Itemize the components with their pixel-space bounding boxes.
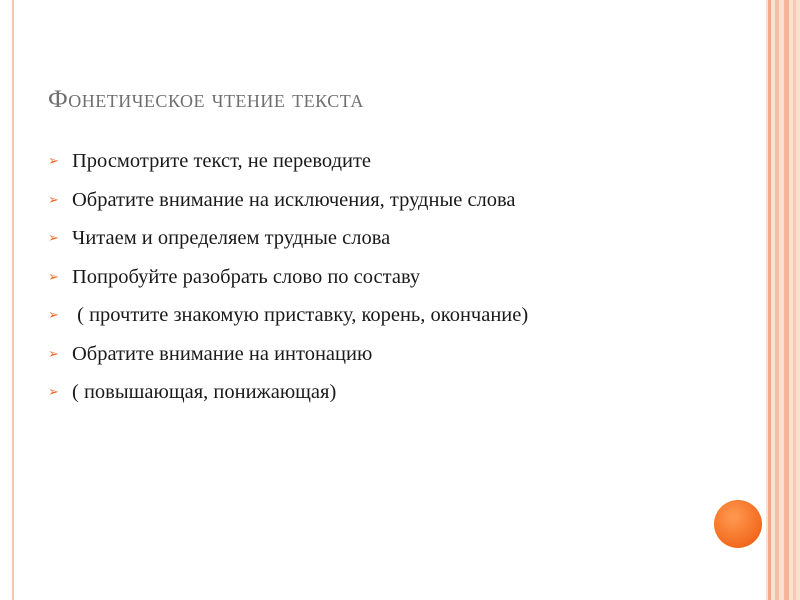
bullet-icon: ➢ [48, 268, 59, 284]
right-stripe [768, 0, 771, 600]
bullet-list [48, 146, 748, 416]
list-item [48, 185, 748, 224]
bullet-icon: ➢ [48, 230, 59, 245]
bullet-icon: ➢ [48, 153, 59, 168]
bullet-icon: ➢ [48, 384, 59, 399]
bullet-icon: ➢ [48, 191, 59, 207]
list-item [48, 262, 748, 301]
list-item-text: Попробуйте разобрать слово по составу [72, 265, 421, 288]
bullet-icon: ➢ [48, 345, 59, 361]
right-stripe [793, 0, 796, 600]
right-stripe [784, 0, 789, 600]
list-item [48, 146, 748, 185]
list-item-text: ( повышающая, понижающая) [72, 381, 337, 403]
bullet-icon: ➢ [48, 307, 59, 322]
list-item-text: Обратите внимание на интонацию [72, 342, 373, 365]
list-item-text: ( прочтите знакомую приставку, корень, окончание) [72, 304, 529, 326]
slide-title: Фонетическое чтение текста [48, 86, 364, 113]
list-item-text: Читаем и определяем трудные слова [72, 227, 391, 249]
right-stripe [775, 0, 779, 600]
list-item-text: Обратите внимание на исключения, трудные слова [72, 188, 516, 211]
left-border-line [12, 0, 14, 600]
list-item-text: Просмотрите текст, не переводите [72, 150, 372, 172]
list-item [48, 377, 748, 416]
list-item [48, 223, 748, 262]
decorative-circle [714, 500, 762, 548]
list-item [48, 339, 748, 378]
list-item [48, 300, 748, 339]
